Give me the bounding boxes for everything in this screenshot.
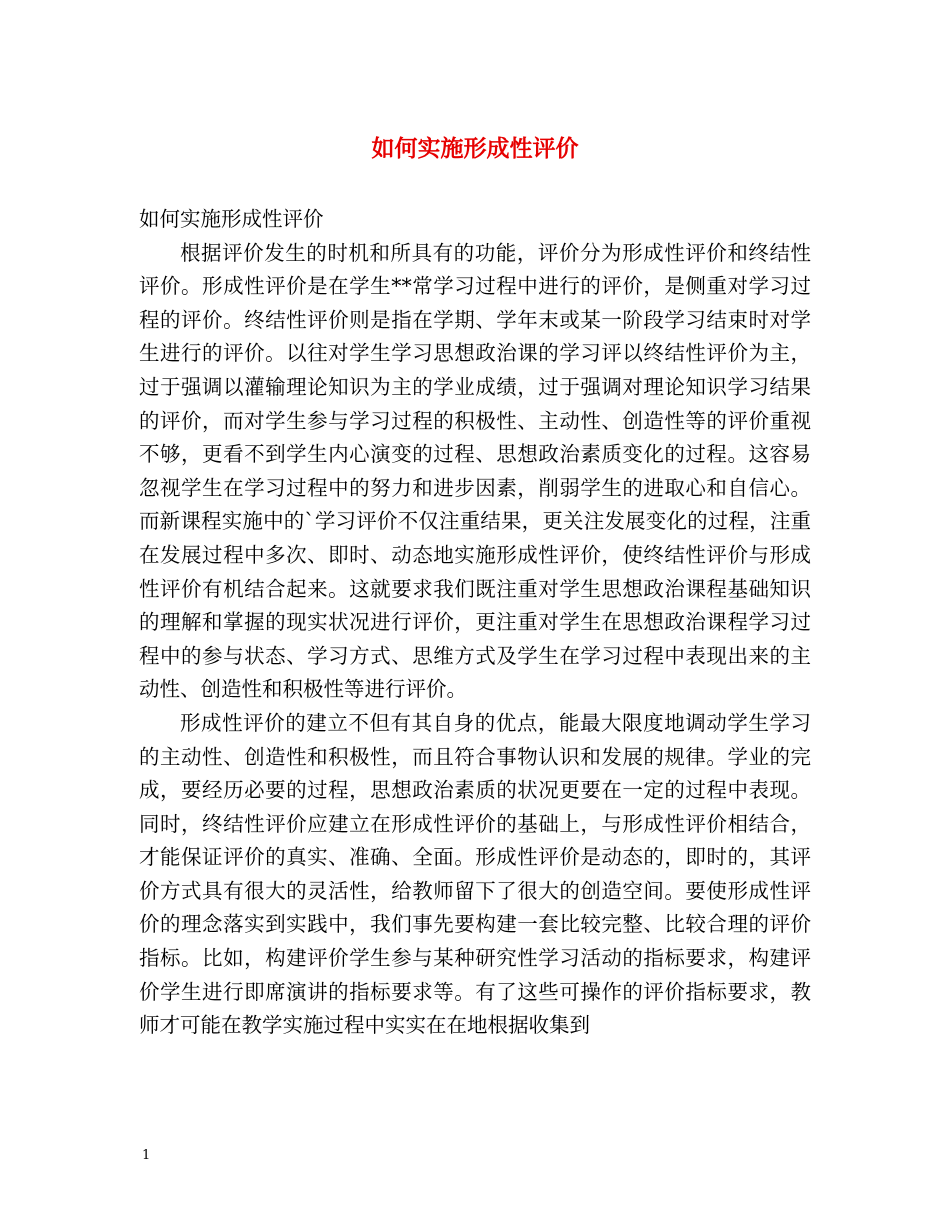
document-title: 如何实施形成性评价: [371, 135, 579, 162]
document-body: [139, 203, 811, 1043]
document-subtitle: 如何实施形成性评价: [139, 207, 324, 231]
body-paragraph-1: 根据评价发生的时机和所具有的功能，评价分为形成性评价和终结性评价。形成性评价是在学生**常学习过程中进行的评价，是侧重对学习过程的评价。终结性评价则是指在学期、学年末或某一阶段学习结束时对学生进行的评价。以往对学生学习思想政治课的学习评以终结性评价为主，过于强调以灌输理论知识为主的学业成绩，过于强调对理论知识学习结果的评价，而对学生参与学习过程的积极性、主动性、创造性等的评价重视不够，更看不到学生内心演变的过程、思想政治素质变化的过程。这容易忽视学生在学习过程中的努力和进步因素，削弱学生的进取心和自信心。而新课程实施中的`学习评价不仅注重结果，更关注发展变化的过程，注重在发展过程中多次、即时、动态地实施形成性评价，使终结性评价与形成性评价有机结合起来。这就要求我们既注重对学生思想政治课程基础知识的理解和掌握的现实状况进行评价，更注重对学生在思想政治课程学习过程中的参与状态、学习方式、思维方式及学生在学习过程中表现出来的主动性、创造性和积极性等进行评价。: [139, 240, 811, 702]
page-number: 1: [142, 1148, 151, 1163]
body-paragraph-2: 形成性评价的建立不但有其自身的优点，能最大限度地调动学生学习的主动性、创造性和积极性，而且符合事物认识和发展的规律。学业的完成，要经历必要的过程，思想政治素质的状况更要在一定的过程中表现。同时，终结性评价应建立在形成性评价的基础上，与形成性评价相结合，才能保证评价的真实、准确、全面。形成性评价是动态的，即时的，其评价方式具有很大的灵活性，给教师留下了很大的创造空间。要使形成性评价的理念落实到实践中，我们事先要构建一套比较完整、比较合理的评价指标。比如，构建评价学生参与某种研究性学习活动的指标要求，构建评价学生进行即席演讲的指标要求等。有了这些可操作的评价指标要求，教师才可能在教学实施过程中实实在在地根据收集到: [139, 710, 811, 1038]
